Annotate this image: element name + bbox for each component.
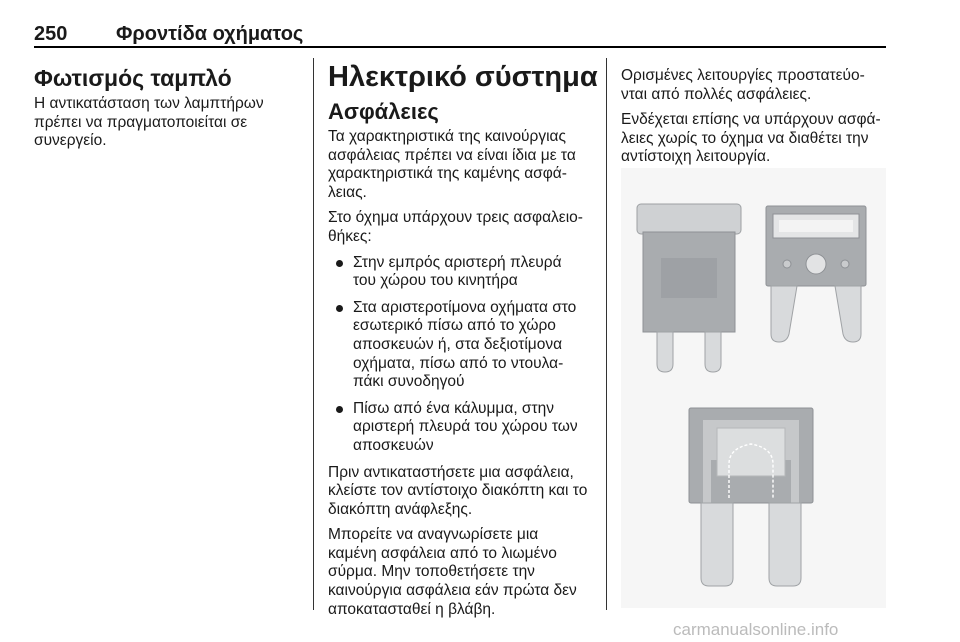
paragraph: [328, 128, 600, 202]
text-line: κλείστε τον αντίστοιχο διακόπτη και το: [328, 482, 588, 500]
text-line: νται από πολλές ασφάλειες.: [621, 85, 812, 103]
list-item: [328, 299, 600, 392]
bullet-icon: [336, 305, 343, 312]
right-column: [621, 58, 891, 174]
text-line: Ορισμένες λειτουργίες προστατεύο-: [621, 67, 865, 84]
text-line: πρέπει να πραγματοποιείται σε: [34, 113, 248, 131]
text-line: Στο όχημα υπάρχουν τρεις ασφαλειο-: [328, 209, 583, 227]
text-line: αποσκευών: [353, 436, 434, 454]
fuse-illustration: [621, 168, 886, 608]
fuses-heading: Ασφάλειες: [328, 99, 439, 124]
text-line: αποκατασταθεί η βλάβη.: [328, 600, 496, 618]
paragraph: [328, 526, 600, 619]
bullet-icon: [336, 406, 343, 413]
text-line: Μπορείτε να αναγνωρίσετε μια: [328, 526, 539, 544]
text-line: αποσκευών ή, στα δεξιοτίμονα: [353, 335, 563, 353]
watermark: carmanualsonline.info: [673, 620, 839, 639]
bullet-icon: [336, 260, 343, 267]
text-line: συνεργείο.: [34, 132, 107, 150]
paragraph: [328, 209, 600, 246]
section-title: Φροντίδα οχήματος: [116, 23, 304, 45]
text-line: καινούργια ασφάλεια εάν πρώτα δεν: [328, 582, 577, 600]
text-line: Στα αριστεροτίμονα οχήματα στο: [353, 298, 577, 316]
page-header: [34, 16, 886, 48]
page-number: 250: [34, 23, 68, 45]
text-line: λειες χωρίς το όχημα να διαθέτει την: [621, 129, 869, 147]
text-line: του χώρου του κινητήρα: [353, 272, 518, 290]
text-line: πάκι συνοδηγού: [353, 373, 465, 391]
text-line: λειας.: [328, 183, 367, 201]
left-column: [34, 58, 304, 158]
text-line: Τα χαρακτηριστικά της καινούργιας: [328, 128, 566, 145]
paragraph: [328, 464, 600, 520]
text-line: εσωτερικό πίσω από το χώρο: [353, 317, 556, 335]
text-line: ασφάλειας πρέπει να είναι ίδια με τα: [328, 146, 576, 164]
text-line: χαρακτηριστικά της καμένης ασφά-: [328, 165, 567, 183]
paragraph: [621, 67, 891, 104]
column-divider-right: [606, 58, 607, 610]
text-line: οχήματα, πίσω από το ντουλα-: [353, 354, 564, 372]
list-item: [328, 254, 600, 291]
list-item: [328, 400, 600, 456]
text-line: Πίσω από ένα κάλυμμα, στην: [353, 399, 554, 417]
column-divider-left: [313, 58, 314, 610]
middle-column: [328, 58, 600, 626]
text-line: Πριν αντικαταστήσετε μια ασφάλεια,: [328, 463, 574, 481]
text-line: Ενδέχεται επίσης να υπάρχουν ασφά-: [621, 111, 881, 129]
electrical-system-title: Ηλεκτρικό σύστημα: [328, 61, 598, 93]
fuse-front-view-icon: [766, 206, 866, 342]
paragraph: [621, 111, 891, 167]
text-line: σύρμα. Μην τοποθετήσετε την: [328, 563, 535, 581]
fuse-box-locations-list: [328, 254, 600, 456]
text-line: αριστερή πλευρά του χώρου των: [353, 418, 578, 436]
dashboard-lighting-text: [34, 95, 304, 151]
text-line: Στην εμπρός αριστερή πλευρά: [353, 253, 562, 271]
dashboard-lighting-heading: Φωτισμός ταμπλό: [34, 65, 232, 91]
text-line: διακόπτη ανάφλεξης.: [328, 500, 473, 518]
fuse-drawing: [621, 168, 886, 608]
text-line: θήκες:: [328, 227, 372, 245]
text-line: αντίστοιχη λειτουργία.: [621, 148, 771, 166]
text-line: καμένη ασφάλεια από το λιωμένο: [328, 544, 557, 562]
transparent-fuse-icon: [689, 408, 813, 586]
fuse-side-view-icon: [637, 204, 741, 372]
text-line: Η αντικατάσταση των λαμπτήρων: [34, 95, 264, 112]
